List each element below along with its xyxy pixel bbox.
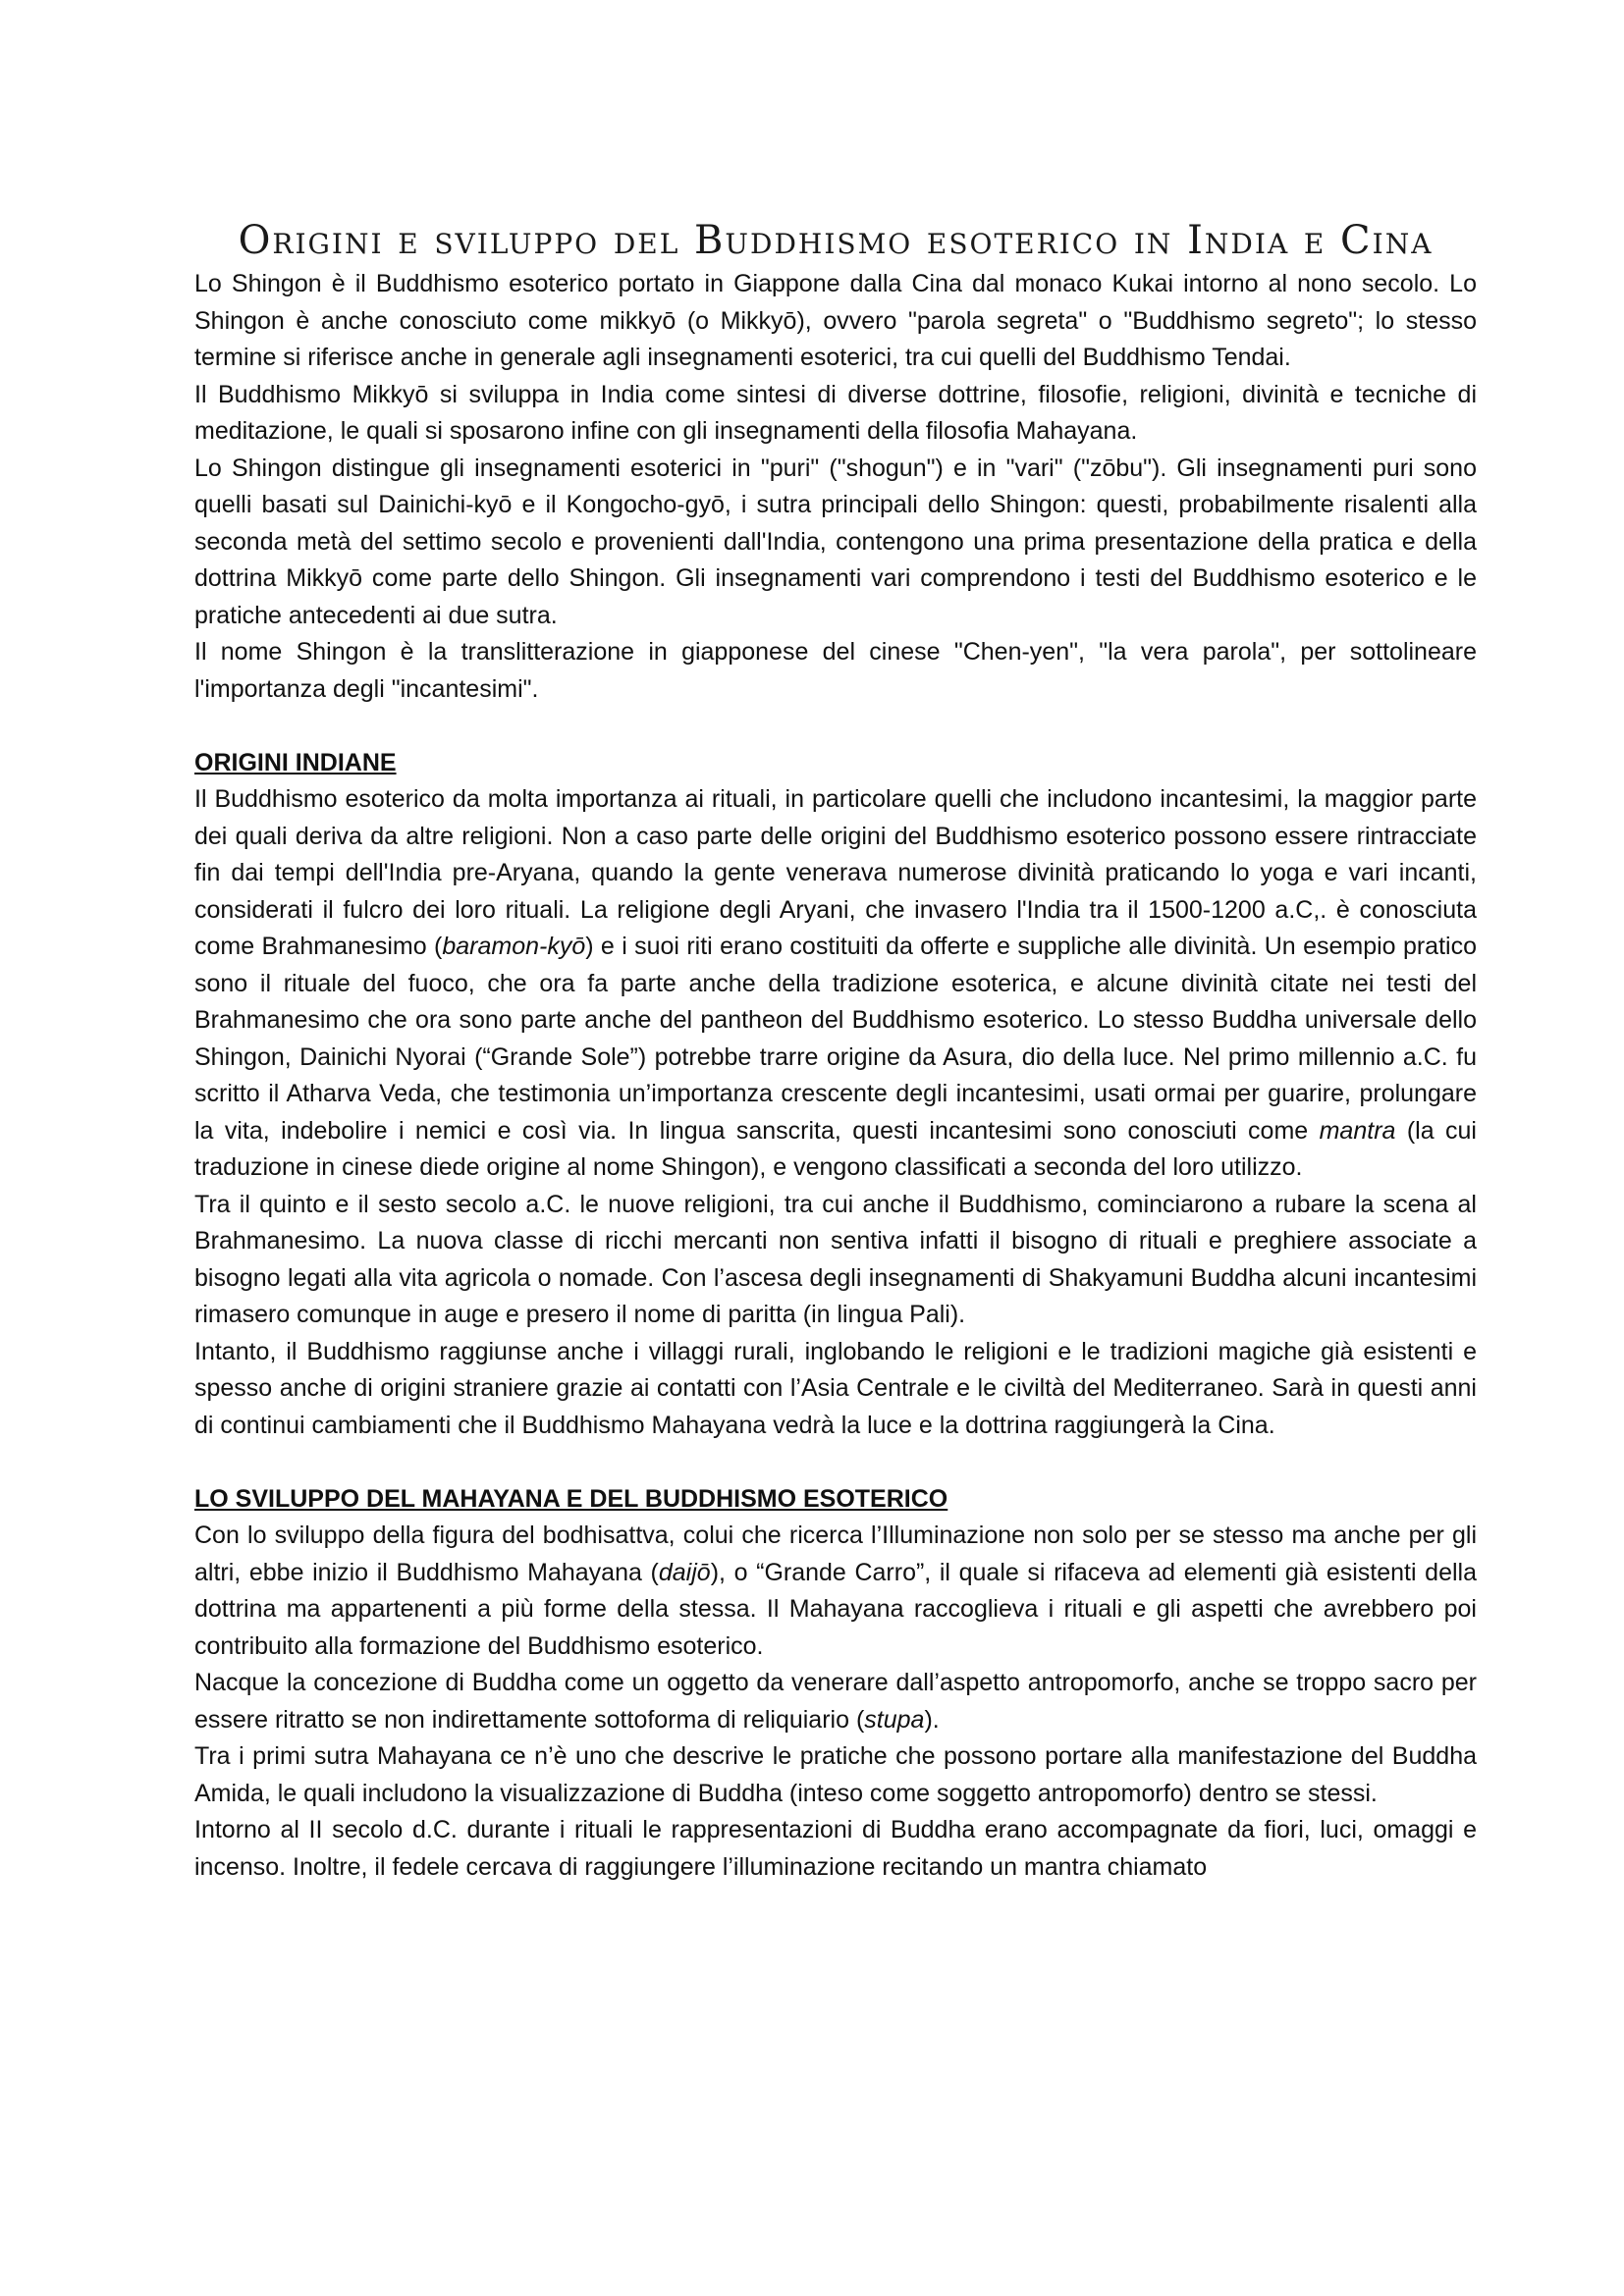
text-run: ) e i suoi riti erano costituiti da offerte e suppliche alle divinità. Un esempio pratico sono il rituale del fuoco, che ora fa parte anche della tradizione esoterica, e alcune divinità citate nei testi del Brahmanesimo che ora sono parte anche del pantheon del Buddhismo esoterico. Lo stesso Buddha universale dello Shingon, Dainichi Nyorai (“Grande Sole”) potrebbe trarre origine da Asura, dio della luce. Nel primo millennio a.C. fu scritto il Atharva Veda, che testimonia un’importanza crescente degli incantesimi, usati ormai per guarire, prolungare la vita, indebolire i nemici e così via. In lingua sanscrita, questi incantesimi sono conosciuti come bbox=[194, 933, 1477, 1145]
text-run: (la cui traduzione in cinese diede origine al nome Shingon), e vengono classificati a seconda del loro utilizzo. bbox=[194, 1116, 1477, 1181]
section2-paragraph-3: Tra i primi sutra Mahayana ce n’è uno che descrive le pratiche che possono portare alla manifestazione del Buddha Amida, le quali includono la visualizzazione di Buddha (inteso come soggetto antropomorfo) dentro se stessi. bbox=[194, 1742, 1477, 1807]
section-heading-sviluppo-mahayana: LO SVILUPPO DEL MAHAYANA E DEL BUDDHISMO ESOTERICO bbox=[194, 1484, 948, 1513]
text-run: Nacque la concezione di Buddha come un oggetto da venerare dall’aspetto antropomorfo, anche se troppo sacro per essere ritratto se non indirettamente sottoforma di reliquiario ( bbox=[194, 1669, 1477, 1734]
italic-term-daijo: daijō bbox=[658, 1558, 711, 1586]
section2-paragraph-1 bbox=[194, 1518, 1477, 1665]
section1-paragraph-1 bbox=[194, 781, 1477, 1187]
section-heading-origini-indiane: ORIGINI INDIANE bbox=[194, 748, 397, 776]
section2-paragraph-4: Intorno al II secolo d.C. durante i rituali le rappresentazioni di Buddha erano accompagnate da fiori, luci, omaggi e incenso. Inoltre, il fedele cercava di raggiungere l’illuminazione recitando un mantra chiamato bbox=[194, 1816, 1477, 1881]
section1-paragraph-3: Intanto, il Buddhismo raggiunse anche i villaggi rurali, inglobando le religioni e le tradizioni magiche già esistenti e spesso anche di origini straniere grazie ai contatti con l’Asia Centrale e le civiltà del Mediterraneo. Sarà in questi anni di continui cambiamenti che il Buddhismo Mahayana vedrà la luce e la dottrina raggiungerà la Cina. bbox=[194, 1337, 1477, 1439]
intro-paragraph-2: Il Buddhismo Mikkyō si sviluppa in India come sintesi di diverse dottrine, filosofie, religioni, divinità e tecniche di meditazione, le quali si sposarono infine con gli insegnamenti della filosofia Mahayana. bbox=[194, 380, 1477, 445]
intro-paragraph-1: Lo Shingon è il Buddhismo esoterico portato in Giappone dalla Cina dal monaco Kukai intorno al nono secolo. Lo Shingon è anche conosciuto come mikkyō (o Mikkyō), ovvero "parola segreta" o "Buddhismo segreto"; lo stesso termine si riferisce anche in generale agli insegnamenti esoterici, tra cui quelli del Buddhismo Tendai. bbox=[194, 270, 1477, 371]
section-spacer bbox=[194, 708, 1477, 745]
text-run: ). bbox=[924, 1705, 940, 1734]
intro-paragraph-3: Lo Shingon distingue gli insegnamenti esoterici in "puri" ("shogun") e in "vari" ("zōbu"). Gli insegnamenti puri sono quelli basati sul Dainichi-kyō e il Kongocho-gyō, i sutra principali dello Shingon: questi, probabilmente risalenti alla seconda metà del settimo secolo e provenienti dall'India, contengono una prima presentazione della pratica e della dottrina Mikkyō come parte dello Shingon. Gli insegnamenti vari comprendono i testi del Buddhismo esoterico e le pratiche antecedenti ai due sutra. bbox=[194, 454, 1477, 629]
section2-paragraph-2 bbox=[194, 1665, 1477, 1738]
text-run: Il Buddhismo esoterico da molta importanza ai rituali, in particolare quelli che includono incantesimi, la maggior parte dei quali deriva da altre religioni. Non a caso parte delle origini del Buddhismo esoterico possono essere rintracciate fin dai tempi dell'India pre-Aryana, quando la gente venerava numerose divinità praticando lo yoga e vari incanti, considerati il fulcro dei loro rituali. La religione degli Aryani, che invasero l'India tra il 1500-1200 a.C,. è conosciuta come Brahmanesimo ( bbox=[194, 785, 1477, 960]
italic-term-baramon-kyo: baramon-kyō bbox=[442, 933, 586, 960]
section-spacer bbox=[194, 1444, 1477, 1481]
section1-paragraph-2: Tra il quinto e il sesto secolo a.C. le nuove religioni, tra cui anche il Buddhismo, cominciarono a rubare la scena al Brahmanesimo. La nuova classe di ricchi mercanti non sentiva infatti il bisogno di rituali e preghiere associate a bisogno legati alla vita agricola o nomade. Con l’ascesa degli insegnamenti di Shakyamuni Buddha alcuni incantesimi rimasero comunque in auge e presero il nome di paritta (in lingua Pali). bbox=[194, 1190, 1477, 1328]
document-page bbox=[194, 218, 1477, 1886]
intro-paragraph-4: Il nome Shingon è la translitterazione in giapponese del cinese "Chen-yen", "la vera parola", per sottolineare l'importanza degli "incantesimi". bbox=[194, 638, 1477, 703]
italic-term-stupa: stupa bbox=[864, 1705, 925, 1734]
text-run: ), o “Grande Carro”, il quale si rifaceva ad elementi già esistenti della dottrina ma appartenenti a più forme della stessa. Il Mahayana raccoglieva i rituali e gli aspetti che avrebbero poi contribuito alla formazione del Buddhismo esoterico. bbox=[194, 1558, 1477, 1660]
document-title: Origini e sviluppo del Buddhismo esoterico in India e Cina bbox=[238, 218, 1434, 263]
text-run: Con lo sviluppo della figura del bodhisattva, colui che ricerca l’Illuminazione non solo per se stesso ma anche per gli altri, ebbe inizio il Buddhismo Mahayana ( bbox=[194, 1522, 1477, 1586]
italic-term-mantra: mantra bbox=[1319, 1116, 1396, 1145]
